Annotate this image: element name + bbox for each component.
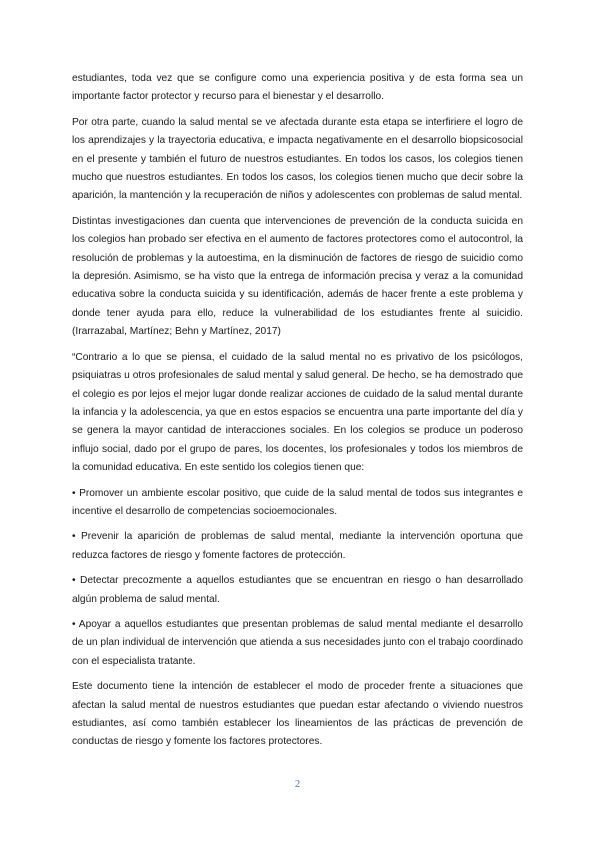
- paragraph-mental-health-impact: Por otra parte, cuando la salud mental se ve afectada durante esta etapa se interfiriere el logro de los aprendizajes y la trayectoria educativa, e impacta negativamente en el desarrollo biopsicosocial en el presente y también el futuro de nuestros estudiantes. En todos los casos, los colegios tienen mucho que nuestros estudiantes. En todos los casos, los colegios tienen mucho que decir sobre la aparición, la mantención y la recuperación de niños y adolescentes con problemas de salud mental.: [72, 116, 523, 202]
- bullet-prevent: • Prevenir la aparición de problemas de salud mental, mediante la intervención oportuna que reduzca factores de riesgo y fomente factores de protección.: [72, 531, 523, 561]
- bullet-support: • Apoyar a aquellos estudiantes que presentan problemas de salud mental mediante el desarrollo de un plan individual de intervención que atienda a sus necesidades junto con el trabajo coordinado con el especialista tratante.: [72, 618, 523, 667]
- paragraph-document-purpose: Este documento tiene la intención de establecer el modo de proceder frente a situaciones que afectan la salud mental de nuestros estudiantes que puedan estar afectando o viviendo nuestros estudiantes, así como también establecer los lineamientos de las prácticas de prevención de conductas de riesgo y fomente los factores protectores.: [72, 681, 523, 748]
- page-body: [72, 70, 523, 759]
- bullet-promote: • Promover un ambiente escolar positivo, que cuide de la salud mental de todos sus integrantes e incentive el desarrollo de competencias socioemocionales.: [72, 487, 523, 517]
- page-number: 2: [294, 779, 301, 790]
- bullet-detect: • Detectar precozmente a aquellos estudiantes que se encuentran en riesgo o han desarrollado algún problema de salud mental.: [72, 575, 523, 605]
- paragraph-research-prevention: Distintas investigaciones dan cuenta que intervenciones de prevención de la conducta suicida en los colegios han probado ser efectiva en el aumento de factores protectores como el autocontrol, la resolución de problemas y la autoestima, en la disminución de factores de riesgo de suicidio como la depresión. Asimismo, se ha visto que la entrega de información precisa y veraz a la comunidad educativa sobre la conducta suicida y su identificación, además de hacer frente a este problema y donde tener ayuda para ello, reduce la vulnerabilidad de los estudiantes frente al suicidio. (Irarrazabal, Martínez; Behn y Martínez, 2017): [72, 215, 523, 338]
- paragraph-continuation: estudiantes, toda vez que se configure como una experiencia positiva y de esta forma sea un importante factor protector y recurso para el bienestar y el desarrollo.: [72, 73, 523, 103]
- paragraph-quote-school-role: “Contrario a lo que se piensa, el cuidado de la salud mental no es privativo de los psicólogos, psiquiatras u otros profesionales de salud mental y salud general. De hecho, se ha demostrado que el colegio es por lejos el mejor lugar donde realizar acciones de cuidado de la salud mental durante la infancia y la adolescencia, ya que en estos espacios se encuentra una parte importante del día y se genera la mayor cantidad de interacciones sociales. En los colegios se produce un poderoso influjo social, dado por el grupo de pares, los docentes, los profesionales y todos los miembros de la comunidad educativa. En este sentido los colegios tienen que:: [72, 351, 523, 474]
